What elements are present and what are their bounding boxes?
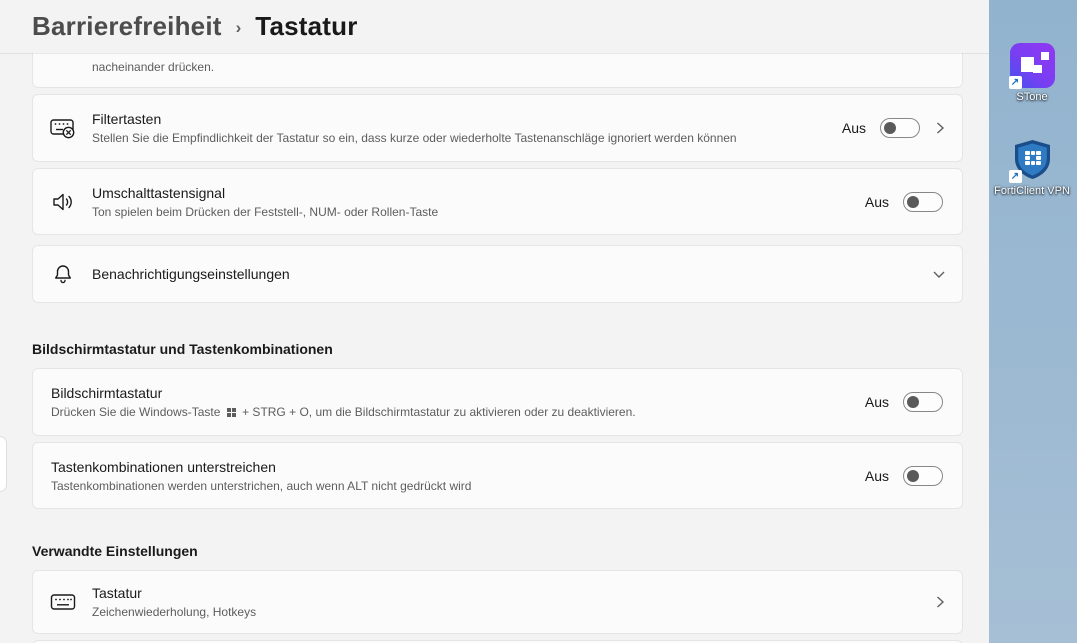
partial-description: nacheinander drücken. — [92, 59, 215, 74]
underline-access-keys-card — [32, 442, 963, 509]
row-description-part1: Drücken Sie die Windows-Taste — [51, 404, 221, 419]
underline-access-keys-toggle[interactable] — [903, 466, 943, 486]
section-header-osk: Bildschirmtastatur und Tastenkombinationen — [32, 341, 333, 357]
keyboard-settings-card[interactable] — [32, 570, 963, 634]
row-title: Tastatur — [92, 585, 142, 601]
row-title: Filtertasten — [92, 111, 162, 127]
bell-icon — [33, 263, 92, 285]
on-screen-keyboard-toggle[interactable] — [903, 392, 943, 412]
speaker-icon — [33, 191, 92, 213]
left-edge-flyout-sliver — [0, 436, 7, 492]
filter-keys-icon — [33, 116, 92, 140]
row-description-part2: + STRG + O, um die Bildschirmtastatur zu aktivieren oder zu deaktivieren. — [242, 404, 636, 419]
breadcrumb-chevron-icon: › — [235, 17, 242, 37]
toggle-state-label: Aus — [841, 120, 866, 136]
row-description: Zeichenwiederholung, Hotkeys — [92, 605, 257, 619]
toggle-state-label: Aus — [864, 394, 889, 410]
row-title: Bildschirmtastatur — [51, 384, 163, 401]
desktop-icon-label: FortiClient VPN — [994, 185, 1070, 197]
shortcut-arrow-icon: ↗ — [1009, 170, 1022, 183]
keyboard-icon — [33, 592, 92, 612]
breadcrumb-parent[interactable]: Barrierefreiheit — [32, 11, 222, 41]
row-description: Tastenkombinationen werden unterstrichen, auch wenn ALT nicht gedrückt wird — [51, 478, 472, 493]
filter-keys-card[interactable] — [32, 94, 963, 162]
row-title: Benachrichtigungseinstellungen — [92, 266, 290, 282]
settings-content — [32, 0, 963, 643]
chevron-right-icon — [934, 595, 946, 609]
toggle-knob — [907, 196, 919, 208]
desktop-icon-label: STone — [1016, 91, 1048, 103]
page-title: Tastatur — [255, 11, 358, 41]
row-title: Umschalttastensignal — [92, 184, 226, 201]
stone-app-icon — [1010, 43, 1055, 88]
row-description: Stellen Sie die Empfindlichkeit der Tastatur so ein, dass kurze oder wiederholte Tastenanschläge ignoriert werden können — [92, 131, 737, 145]
toggle-knob — [907, 470, 919, 482]
desktop-icon-area — [989, 0, 1077, 643]
page-header — [0, 0, 989, 53]
filter-keys-toggle[interactable] — [880, 118, 920, 138]
toggle-state-label: Aus — [864, 193, 889, 210]
notification-settings-card[interactable] — [32, 245, 963, 303]
toggle-keys-sound-card — [32, 168, 963, 235]
chevron-right-icon — [934, 121, 946, 135]
on-screen-keyboard-card — [32, 368, 963, 436]
section-header-related: Verwandte Einstellungen — [32, 543, 198, 559]
windows-key-icon — [227, 406, 236, 421]
forticlient-app-icon — [1010, 137, 1055, 182]
toggle-keys-sound-toggle[interactable] — [903, 192, 943, 212]
row-description: Ton spielen beim Drücken der Feststell-, NUM- oder Rollen-Taste — [92, 204, 439, 219]
toggle-knob — [907, 396, 919, 408]
shortcut-arrow-icon: ↗ — [1009, 76, 1022, 89]
desktop-icon-forticlient[interactable] — [972, 137, 1077, 197]
toggle-knob — [884, 122, 896, 134]
chevron-down-icon — [932, 268, 946, 280]
row-title: Tastenkombinationen unterstreichen — [51, 458, 276, 475]
toggle-state-label: Aus — [864, 467, 889, 484]
